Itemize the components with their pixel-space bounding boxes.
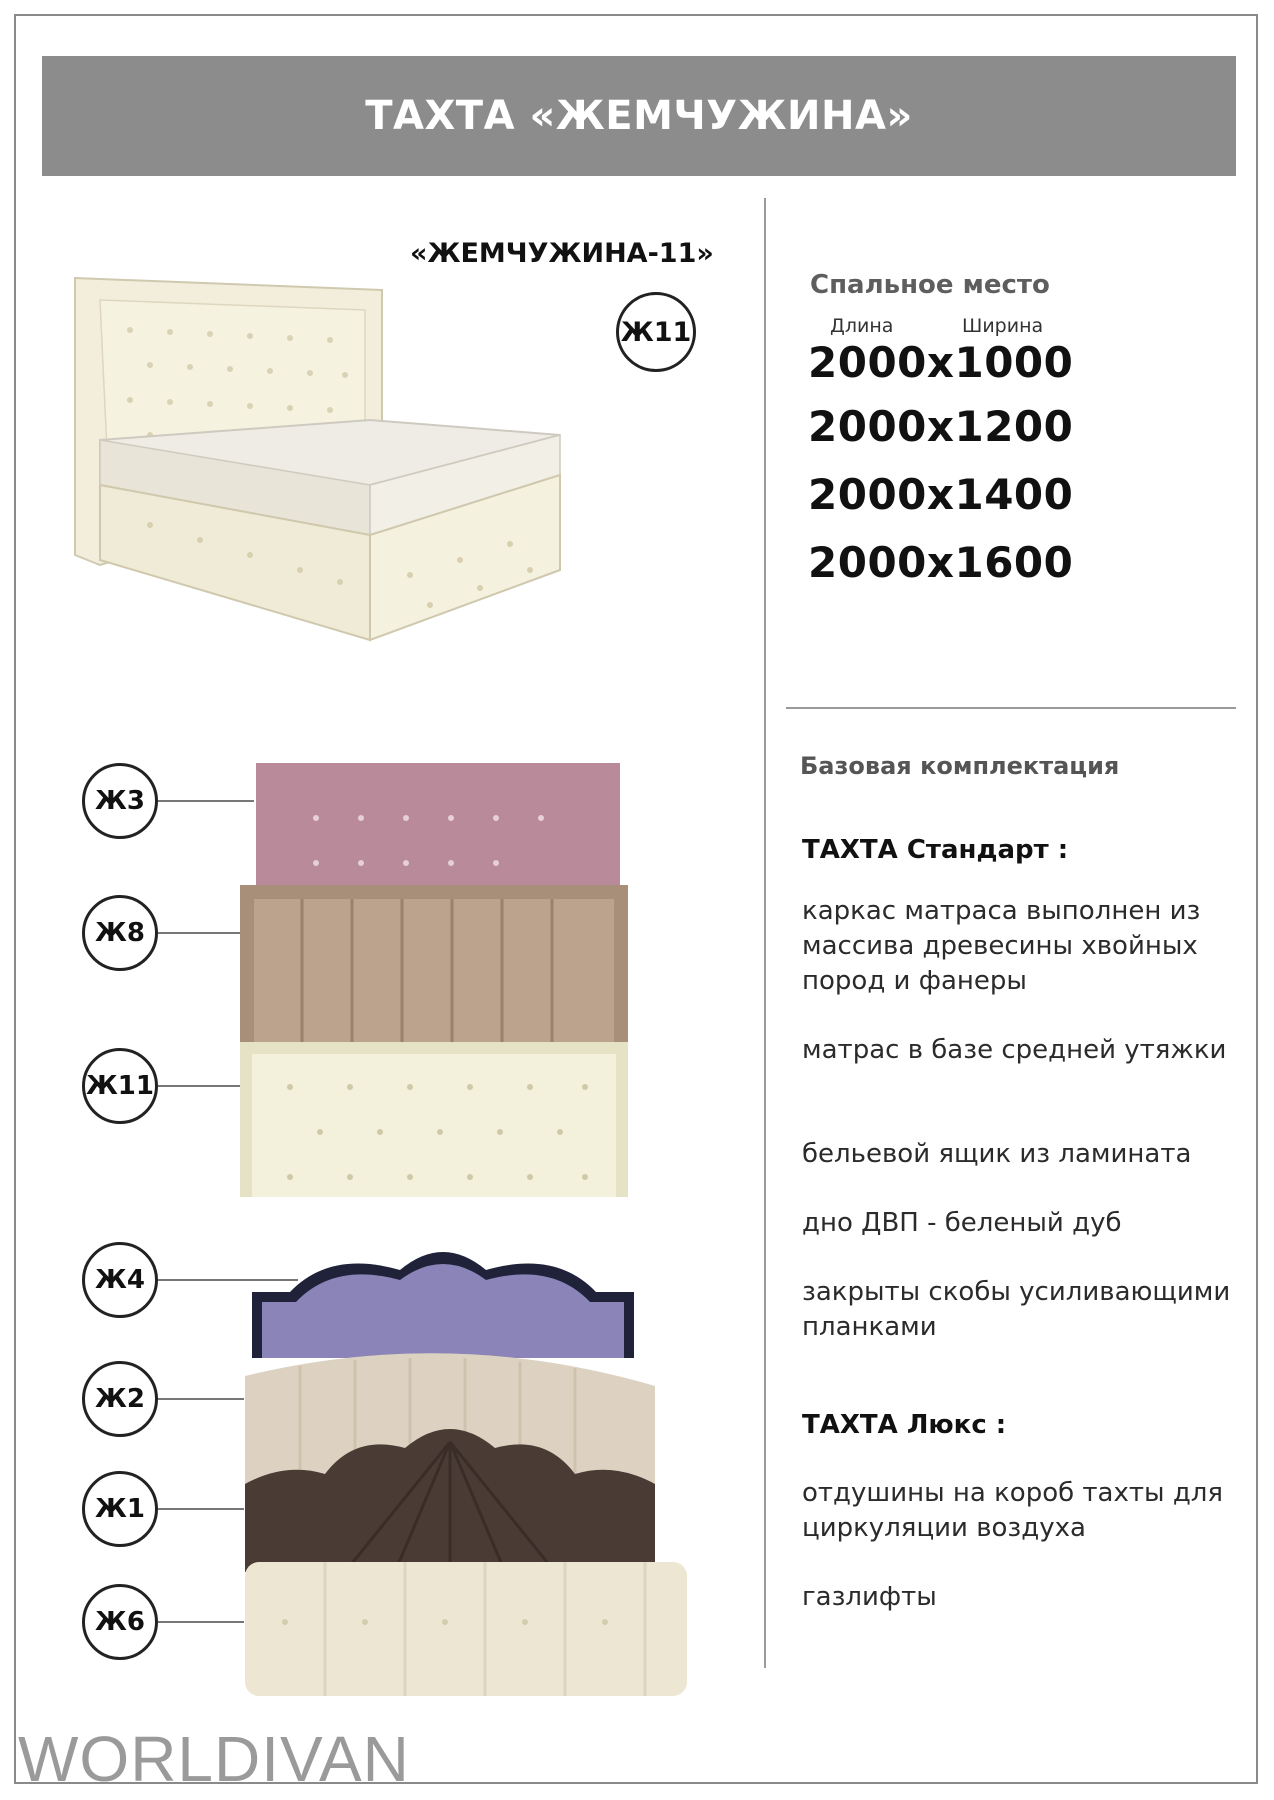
connector-line: [158, 1279, 298, 1281]
feature-item: отдушины на короб тахты для циркуляции воздуха: [802, 1478, 1224, 1543]
feature-item: закрыты скобы усиливающими планками: [802, 1277, 1231, 1342]
headboard-badge: Ж3: [82, 763, 158, 839]
size-option: 2000х1000: [808, 338, 1074, 387]
size-option: 2000х1200: [808, 402, 1074, 451]
page-title: ТАХТА «ЖЕМЧУЖИНА»: [365, 93, 913, 139]
headboard-badge: Ж4: [82, 1242, 158, 1318]
connector-line: [158, 1621, 244, 1623]
standard-title: ТАХТА Стандарт :: [802, 835, 1069, 865]
feature-item: каркас матраса выполнен из массива древесины хвойных пород и фанеры: [802, 896, 1201, 996]
sleep-place-title: Спальное место: [810, 270, 1050, 300]
headboard-badge: Ж2: [82, 1361, 158, 1437]
base-set-title: Базовая комплектация: [800, 752, 1120, 780]
connector-line: [158, 1508, 244, 1510]
connector-line: [158, 1398, 244, 1400]
feature-item: газлифты: [802, 1582, 937, 1612]
width-label: Ширина: [962, 315, 1044, 337]
headboard-zh1: [245, 1412, 655, 1572]
headboard-zh11: [240, 1042, 628, 1197]
size-option: 2000х1400: [808, 470, 1074, 519]
feature-item: дно ДВП - беленый дуб: [802, 1208, 1122, 1238]
headboard-zh8: [240, 885, 628, 1042]
feature-item: матрас в базе средней утяжки: [802, 1035, 1227, 1065]
feature-item: бельевой ящик из ламината: [802, 1139, 1192, 1169]
headboard-badge: Ж8: [82, 895, 158, 971]
vertical-divider: [764, 198, 766, 1668]
headboard-zh4: [250, 1240, 636, 1358]
connector-line: [158, 1085, 240, 1087]
headboard-zh3: [256, 763, 620, 885]
connector-line: [158, 800, 254, 802]
lux-title: ТАХТА Люкс :: [802, 1410, 1007, 1440]
connector-line: [158, 932, 240, 934]
headboard-badge: Ж6: [82, 1584, 158, 1660]
model-badge: Ж11: [616, 292, 696, 372]
headboard-badge: Ж11: [82, 1048, 158, 1124]
headboard-zh6: [245, 1562, 687, 1696]
title-banner: [42, 56, 1236, 176]
size-option: 2000х1600: [808, 538, 1074, 587]
length-label: Длина: [830, 315, 894, 337]
headboard-badge: Ж1: [82, 1471, 158, 1547]
model-name: «ЖЕМЧУЖИНА-11»: [410, 238, 714, 269]
horizontal-divider: [786, 707, 1236, 709]
brand-watermark: WORLDIVAN: [18, 1723, 410, 1795]
